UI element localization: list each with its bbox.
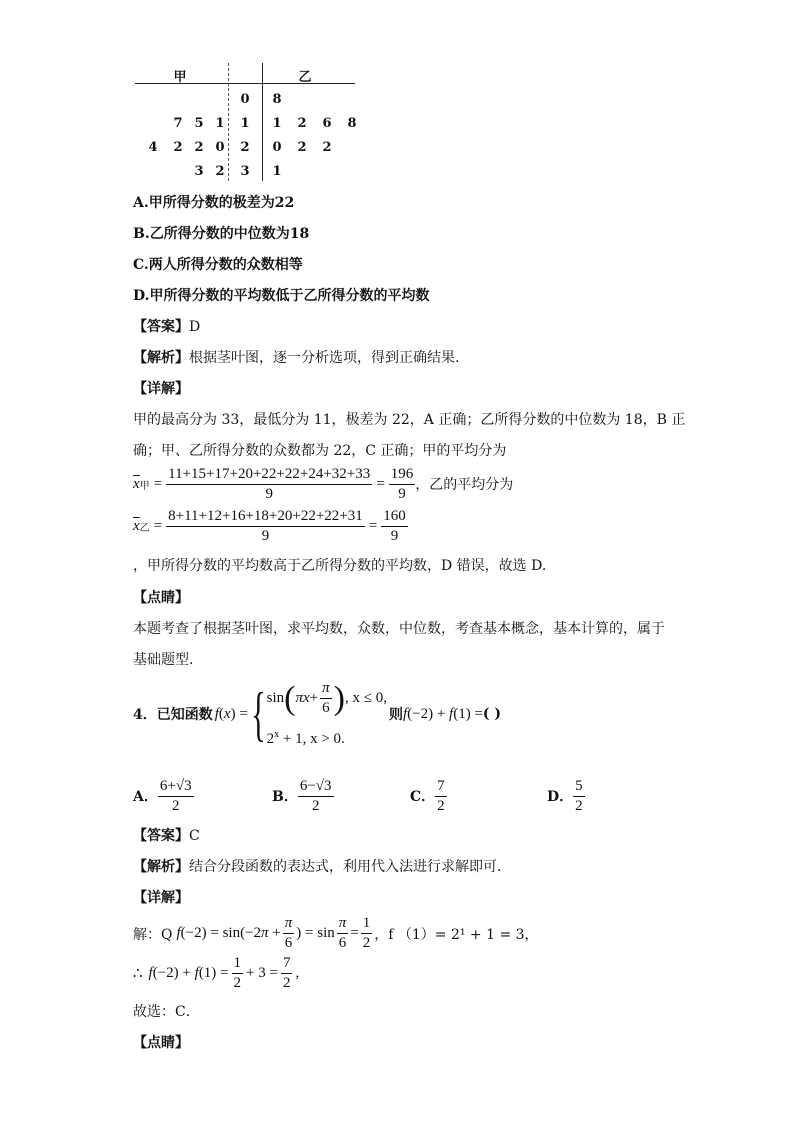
q4-option-a: A． $\frac{6+√3}{2}$ bbox=[133, 778, 192, 814]
right-leaf: 8 bbox=[347, 116, 357, 131]
q4-options bbox=[133, 768, 693, 814]
case2-tail: + 1, x > 0. bbox=[279, 731, 345, 747]
right-leaf: 2 bbox=[297, 140, 307, 155]
right-leaf: 1 bbox=[272, 116, 282, 131]
mean-jia-formula: $\overline{x}$ 甲 = $\frac{11+15+17+20+22+22+24+32+33}{9}$ = $\frac{196}{9}$ ，乙的平均分为 bbox=[133, 466, 514, 502]
left-leaf: 1 bbox=[215, 116, 225, 131]
left-leaf: 3 bbox=[194, 164, 204, 179]
right-leaf: 2 bbox=[297, 116, 307, 131]
left-header: 甲 bbox=[173, 70, 187, 85]
right-header: 乙 bbox=[298, 70, 312, 85]
q3-detail-tag: 【详解】 bbox=[133, 381, 189, 397]
stem-divider-right bbox=[262, 63, 263, 181]
q4-comment-tag: 【点睛】 bbox=[133, 1035, 189, 1051]
q3-analysis bbox=[133, 348, 459, 368]
q4-analysis: 【解析】结合分段函数的表达式，利用代入法进行求解即可． bbox=[133, 859, 511, 875]
answer-value: D bbox=[189, 319, 201, 335]
q4-solution-line1: 解：Q f(−2) = sin(−2π + $\frac{\pi}{6}$ ) = sin $\frac{\pi}{6}$ = $\frac{1}{2}$ ，f （1）= 2¹ + 1 = 3， bbox=[133, 915, 539, 951]
q3-comment-line2: 基础题型. bbox=[133, 652, 194, 668]
left-leaf: 2 bbox=[215, 164, 225, 179]
piecewise-brace: { bbox=[251, 681, 266, 747]
q3-detail-line2: 确；甲、乙所得分数的众数都为 22，C 正确；甲的平均分为 bbox=[133, 443, 507, 459]
q4-option-d: D． $\frac{5}{2}$ bbox=[547, 778, 583, 814]
left-leaf: 7 bbox=[173, 116, 183, 131]
q3-comment-line1: 本题考查了根据茎叶图，求平均数，众数，中位数，考查基本概念，基本计算的，属于 bbox=[133, 621, 665, 637]
q4-option-c: C． $\frac{7}{2}$ bbox=[410, 778, 445, 814]
mean-yi-frac: $\frac{8+11+12+16+18+20+22+22+31}{9}$ bbox=[168, 508, 363, 544]
mean-yi-formula: $\overline{x}$ 乙 = $\frac{8+11+12+16+18+20+22+22+31}{9}$ = $\frac{160}{9}$ bbox=[133, 508, 406, 544]
analysis-text: 根据茎叶图，逐一分析选项，得到正确结果. bbox=[189, 350, 460, 366]
mean-yi-value: $\frac{160}{9}$ bbox=[383, 508, 406, 544]
left-leaf: 2 bbox=[173, 140, 183, 155]
q3-option-b: B.乙所得分数的中位数为18 bbox=[133, 226, 310, 242]
q3-option-a: A.甲所得分数的极差为22 bbox=[133, 195, 295, 211]
q4-stem: 4．已知函数 f(x) = { sin ( πx + $\frac{\pi}{6}$ ) , x ≤ 0, $2^x + 1$, x > 0. 则 f(−2) + f(1) = ( ) bbox=[133, 679, 502, 747]
q4-detail-tag: 【详解】 bbox=[133, 890, 189, 906]
stem-cell: 1 bbox=[240, 116, 250, 131]
q4-prefix: 4．已知函数 bbox=[133, 707, 213, 723]
q3-conclusion: ，甲所得分数的平均数高于乙所得分数的平均数，D 错误，故选 D. bbox=[133, 558, 547, 574]
q4-choose: 故选：C． bbox=[133, 1004, 200, 1020]
q4-analysis-text: 结合分段函数的表达式，利用代入法进行求解即可． bbox=[189, 859, 511, 875]
mean-tail: ，乙的平均分为 bbox=[415, 476, 514, 493]
mean-jia-sub: 甲 bbox=[139, 481, 150, 492]
piecewise-cases: sin ( πx + $\frac{\pi}{6}$ ) , x ≤ 0, $2^x + 1$, x > 0. bbox=[266, 679, 387, 747]
stem-leaf-plot bbox=[135, 63, 360, 181]
stem-cell: 0 bbox=[240, 92, 250, 107]
stem-cell: 3 bbox=[240, 164, 250, 179]
left-leaf: 4 bbox=[148, 140, 158, 155]
stem-cell: 2 bbox=[240, 140, 250, 155]
header-rule bbox=[135, 83, 355, 84]
q3-option-d: D.甲所得分数的平均数低于乙所得分数的平均数 bbox=[133, 288, 430, 304]
mean-yi-sub: 乙 bbox=[139, 523, 150, 534]
q3-detail-line1: 甲的最高分为 33，最低分为 11，极差为 22，A 正确；乙所得分数的中位数为 18，B 正 bbox=[133, 412, 686, 428]
q4-then: 则 bbox=[388, 707, 403, 723]
q4-option-b: B． $\frac{6-√3}{2}$ bbox=[272, 778, 332, 814]
q4-answer-value: C bbox=[189, 828, 200, 844]
q3-comment-tag: 【点睛】 bbox=[133, 590, 189, 606]
left-leaf: 0 bbox=[215, 140, 225, 155]
q4-question-tail: ( ) bbox=[482, 706, 502, 722]
left-leaf: 5 bbox=[194, 116, 204, 131]
case1-cond: , x ≤ 0, bbox=[344, 690, 387, 706]
left-leaf: 2 bbox=[194, 140, 204, 155]
q4-answer: 【答案】C bbox=[133, 828, 200, 844]
right-leaf: 2 bbox=[322, 140, 332, 155]
q3-option-c: C.两人所得分数的众数相等 bbox=[133, 257, 303, 273]
mean-jia-value: $\frac{196}{9}$ bbox=[390, 466, 414, 502]
right-leaf: 8 bbox=[272, 92, 282, 107]
q3-answer bbox=[133, 317, 200, 337]
stem-divider-left bbox=[228, 63, 229, 181]
right-leaf: 6 bbox=[322, 116, 332, 131]
mean-jia-frac: $\frac{11+15+17+20+22+22+24+32+33}{9}$ bbox=[168, 466, 371, 502]
analysis-tag: 【解析】 bbox=[133, 350, 189, 366]
sol-f1: ，f （1）= 2¹ + 1 = 3， bbox=[374, 926, 539, 943]
q4-solution-line2: ∴ f(−2) + f(1) = $\frac{1}{2}$ + 3 = $\frac{7}{2}$ , bbox=[133, 955, 300, 991]
answer-tag: 【答案】 bbox=[133, 319, 189, 335]
right-leaf: 1 bbox=[272, 164, 282, 179]
right-leaf: 0 bbox=[272, 140, 282, 155]
